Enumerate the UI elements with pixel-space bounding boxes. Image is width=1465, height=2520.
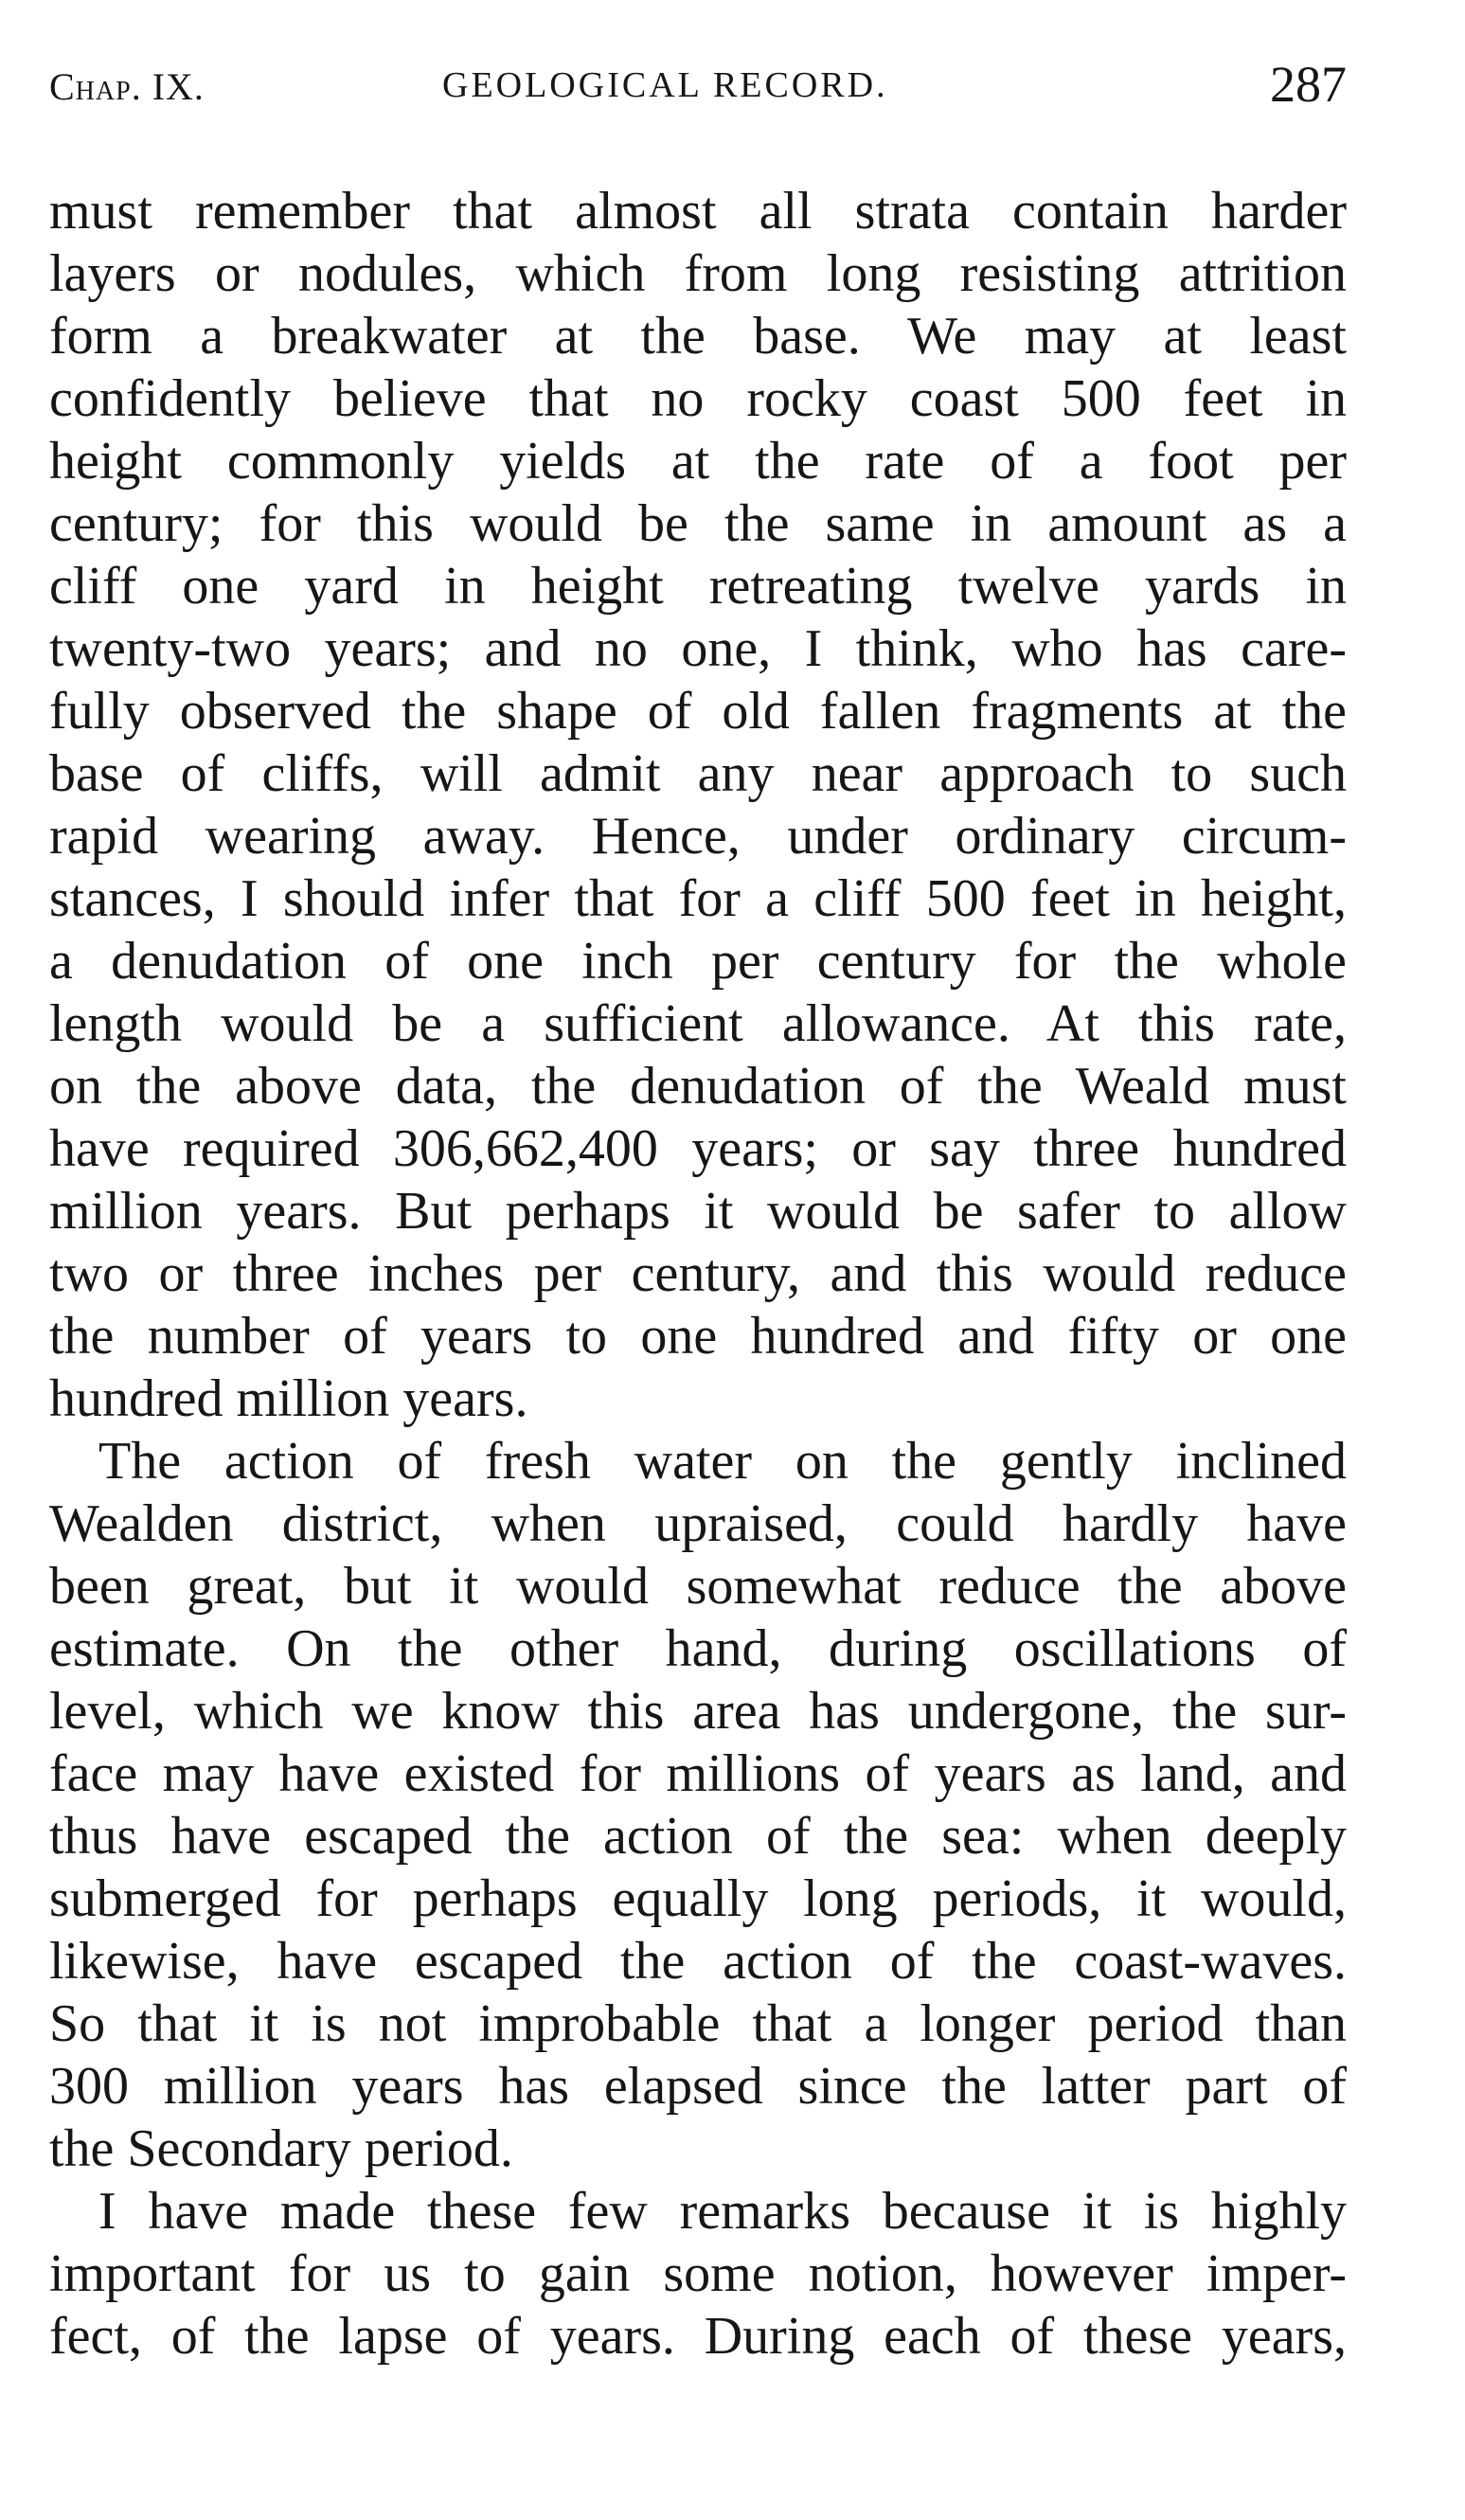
text-line: base of cliffs, will admit any near approach to such	[49, 744, 1347, 803]
text-line: length would be a sufficient allowance. At this rate,	[49, 994, 1347, 1053]
text-line: So that it is not improbable that a longer period than	[49, 1994, 1347, 2053]
text-line: I have made these few remarks because it is highly	[98, 2182, 1347, 2241]
text-line: must remember that almost all strata contain harder	[49, 182, 1347, 241]
page-number: 287	[1270, 56, 1347, 113]
paragraph	[49, 180, 1347, 1430]
text-line: been great, but it would somewhat reduce the above	[49, 1557, 1347, 1616]
text-line: stances, I should infer that for a cliff 500 feet in height,	[49, 869, 1347, 928]
text-line: the number of years to one hundred and fifty or one	[49, 1307, 1347, 1366]
text-line: a denudation of one inch per century for the whole	[49, 932, 1347, 991]
text-line: form a breakwater at the base. We may at least	[49, 307, 1347, 366]
paragraph	[49, 2180, 1347, 2368]
text-line: confidently believe that no rocky coast 500 feet in	[49, 369, 1347, 428]
text-line: estimate. On the other hand, during oscillations of	[49, 1619, 1347, 1678]
text-line: submerged for perhaps equally long periods, it would,	[49, 1869, 1347, 1928]
text-line: century; for this would be the same in amount as a	[49, 494, 1347, 553]
text-line: the Secondary period.	[49, 2119, 513, 2178]
text-line: height commonly yields at the rate of a foot per	[49, 432, 1347, 491]
text-line: have required 306,662,400 years; or say three hundred	[49, 1119, 1347, 1178]
chapter-label: Chap. IX.	[49, 65, 205, 108]
body-text	[49, 180, 1347, 2368]
text-line: fect, of the lapse of years. During each of these years,	[49, 2307, 1347, 2366]
text-line: two or three inches per century, and this would reduce	[49, 1244, 1347, 1303]
text-line: Wealden district, when upraised, could hardly have	[49, 1494, 1347, 1553]
text-line: likewise, have escaped the action of the coast-waves.	[49, 1932, 1347, 1991]
text-line: 300 million years has elapsed since the latter part of	[49, 2057, 1347, 2116]
running-title: GEOLOGICAL RECORD.	[442, 65, 888, 105]
text-line: cliff one yard in height retreating twelve yards in	[49, 557, 1347, 616]
text-line: face may have existed for millions of years as land, and	[49, 1744, 1347, 1803]
text-line: on the above data, the denudation of the Weald must	[49, 1057, 1347, 1116]
text-line: million years. But perhaps it would be safer to allow	[49, 1182, 1347, 1241]
text-line: level, which we know this area has undergone, the sur-	[49, 1682, 1347, 1741]
text-line: The action of fresh water on the gently inclined	[98, 1432, 1347, 1491]
text-line: hundred million years.	[49, 1369, 528, 1428]
text-line: twenty-two years; and no one, I think, who has care-	[49, 619, 1347, 678]
text-line: fully observed the shape of old fallen fragments at the	[49, 682, 1347, 741]
paragraph	[49, 1430, 1347, 2180]
running-header	[49, 55, 1347, 121]
text-line: rapid wearing away. Hence, under ordinary circum-	[49, 807, 1347, 866]
text-line: layers or nodules, which from long resisting attrition	[49, 244, 1347, 303]
text-line: important for us to gain some notion, however imper-	[49, 2244, 1347, 2303]
text-line: thus have escaped the action of the sea: when deeply	[49, 1807, 1347, 1866]
